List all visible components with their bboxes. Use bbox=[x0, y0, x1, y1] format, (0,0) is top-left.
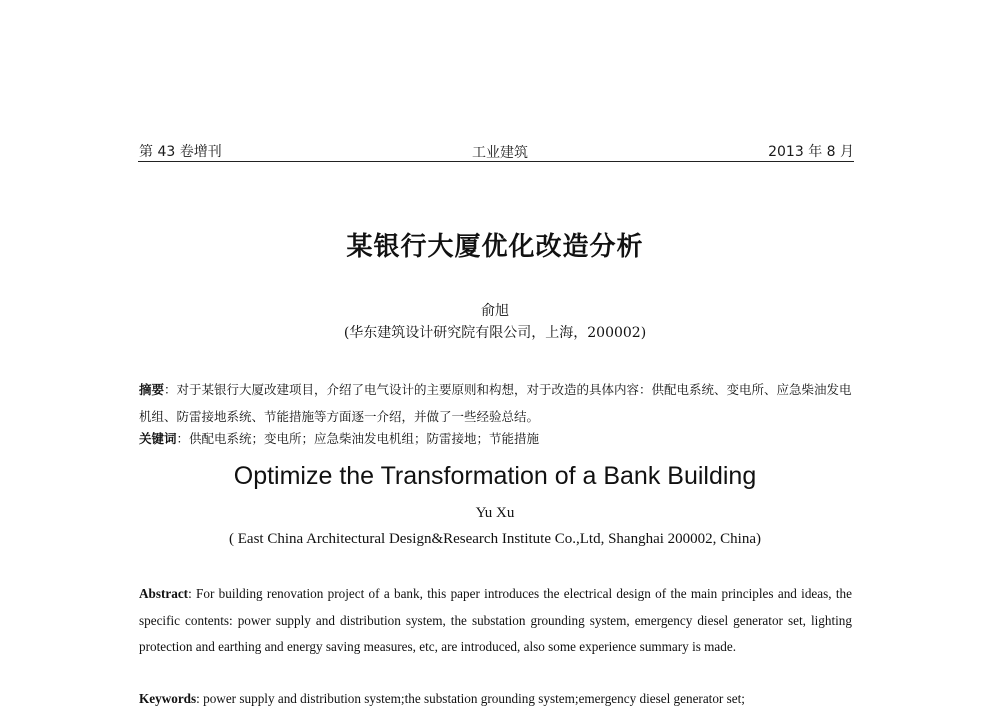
english-affiliation: ( East China Architectural Design&Research Institute Co.,Ltd, Shanghai 200002, China) bbox=[229, 531, 761, 547]
english-keywords-label: Keywords bbox=[139, 691, 197, 706]
chinese-keywords bbox=[139, 429, 854, 449]
english-author: Yu Xu bbox=[475, 505, 515, 521]
chinese-abstract bbox=[139, 376, 854, 430]
english-title: Optimize the Transformation of a Bank Building bbox=[233, 462, 757, 490]
english-keywords bbox=[139, 686, 852, 712]
chinese-keywords-label: 关键词 bbox=[139, 431, 177, 446]
chinese-abstract-label: 摘要 bbox=[139, 382, 165, 397]
chinese-affiliation: (华东建筑设计研究院有限公司，上海，200002) bbox=[343, 325, 647, 341]
english-abstract-label: Abstract bbox=[139, 586, 189, 601]
chinese-abstract-text: ：对于某银行大厦改建项目，介绍了电气设计的主要原则和构想，对于改造的具体内容：供配电系统、变电所、应急柴油发电机组、防雷接地系统、节能措施等方面逐一介绍，并做了一些经验总结。 bbox=[139, 382, 852, 424]
header-rule bbox=[138, 161, 854, 162]
chinese-keywords-text: ：供配电系统；变电所；应急柴油发电机组；防雷接地；节能措施 bbox=[176, 431, 540, 446]
english-keywords-text: : power supply and distribution system;the substation grounding system;emergency diesel generator set; bbox=[196, 691, 745, 706]
english-abstract-text: : For building renovation project of a bank, this paper introduces the electrical design of the main principles and ideas, the specific contents: power supply and distribution system, the substation grounding system, emergency diesel generator set, lighting protection and earthing and energy saving measures, etc, are introduced, also some experience summary is made. bbox=[139, 586, 852, 654]
journal-name: 工业建筑 bbox=[472, 145, 528, 161]
journal-volume: 第 43 卷增刊 bbox=[139, 144, 222, 160]
chinese-title: 某银行大厦优化改造分析 bbox=[346, 232, 644, 262]
publication-date: 2013 年 8 月 bbox=[768, 144, 854, 160]
english-abstract bbox=[139, 581, 852, 661]
chinese-author: 俞旭 bbox=[481, 303, 509, 319]
